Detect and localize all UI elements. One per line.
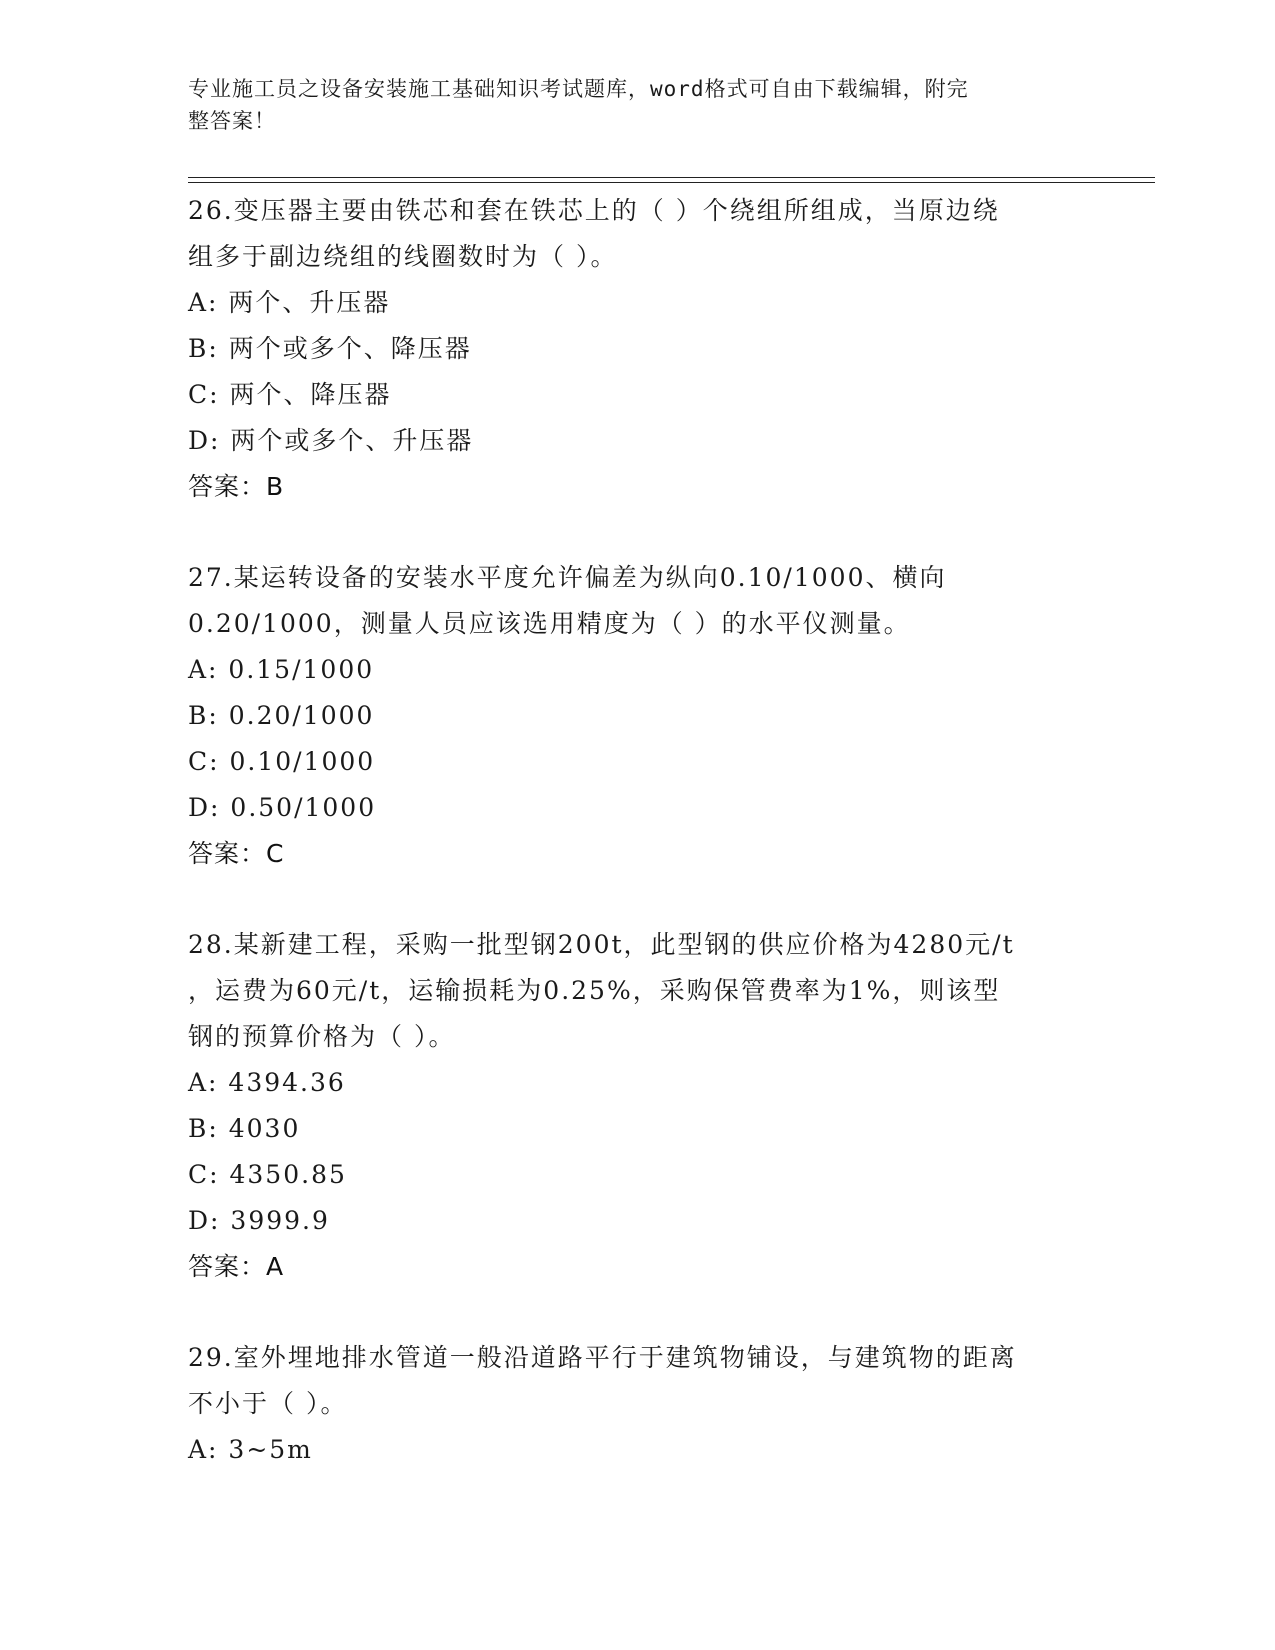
- option-a: A: 两个、升压器: [188, 288, 391, 317]
- spacer: [188, 1290, 1088, 1335]
- option-d: D: 0.50/1000: [188, 793, 377, 822]
- question-text-line: 28.某新建工程，采购一批型钢200t，此型钢的供应价格为4280元/t: [188, 930, 1015, 959]
- question-text-line: 26.变压器主要由铁芯和套在铁芯上的（ ）个绕组所组成，当原边绕: [188, 196, 1000, 225]
- option-a: A: 0.15/1000: [188, 655, 375, 684]
- option-c: C: 4350.85: [188, 1160, 347, 1189]
- option-b: B: 4030: [188, 1114, 301, 1143]
- option-d: D: 3999.9: [188, 1206, 330, 1235]
- question-list: [188, 188, 1088, 1473]
- question-text-line: 钢的预算价格为（ ）。: [188, 1022, 456, 1051]
- question-text-line: 0.20/1000，测量人员应该选用精度为（ ）的水平仪测量。: [188, 609, 911, 638]
- answer-label: 答案：B: [188, 472, 285, 501]
- spacer: [188, 510, 1088, 555]
- option-b: B: 两个或多个、降压器: [188, 334, 472, 363]
- option-c: C: 两个、降压器: [188, 380, 392, 409]
- header-divider-top: [188, 177, 1155, 178]
- question-text-line: 27.某运转设备的安装水平度允许偏差为纵向0.10/1000、横向: [188, 563, 947, 592]
- answer-label: 答案：A: [188, 1252, 285, 1281]
- header-line-2: 整答案！: [188, 109, 276, 133]
- option-b: B: 0.20/1000: [188, 701, 375, 730]
- question-text-line: 组多于副边绕组的线圈数时为（ ）。: [188, 242, 618, 271]
- question-text-line: ，运费为60元/t，运输损耗为0.25%，采购保管费率为1%，则该型: [188, 976, 1001, 1005]
- option-d: D: 两个或多个、升压器: [188, 426, 474, 455]
- answer-label: 答案：C: [188, 839, 285, 868]
- option-a: A: 3~5m: [188, 1435, 313, 1464]
- spacer: [188, 877, 1088, 922]
- question-27: [188, 555, 1088, 877]
- question-26: [188, 188, 1088, 510]
- question-text-line: 29.室外埋地排水管道一般沿道路平行于建筑物铺设，与建筑物的距离: [188, 1343, 1017, 1372]
- option-a: A: 4394.36: [188, 1068, 346, 1097]
- header-line-1: 专业施工员之设备安装施工基础知识考试题库，word格式可自由下载编辑，附完: [188, 77, 969, 101]
- question-29: [188, 1335, 1088, 1473]
- question-text-line: 不小于（ ）。: [188, 1389, 348, 1418]
- question-28: [188, 922, 1088, 1290]
- header-divider-bottom: [188, 182, 1155, 183]
- document-header: [188, 73, 1068, 137]
- option-c: C: 0.10/1000: [188, 747, 376, 776]
